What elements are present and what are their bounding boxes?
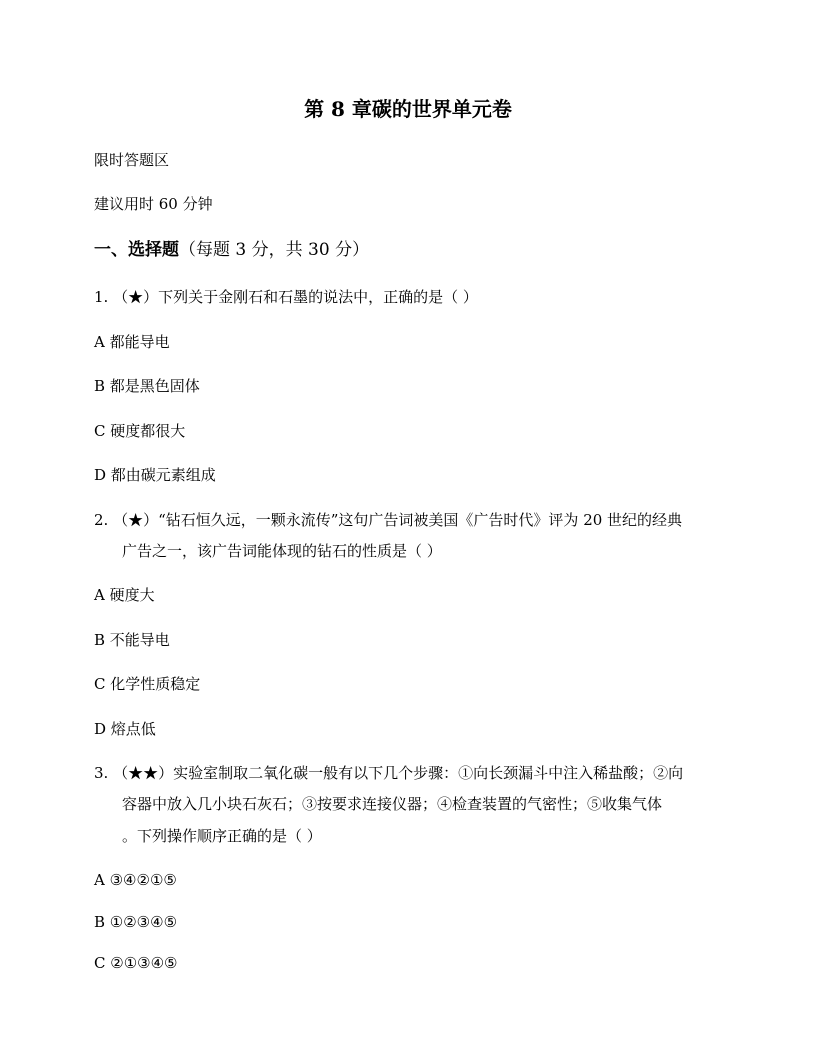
question-3-stem-continued: 容器中放入几小块石灰石；③按要求连接仪器；④检查装置的气密性；⑤收集气体	[122, 795, 663, 813]
question-2-option-d: D 熔点低	[94, 720, 156, 738]
question-2-stem: 2. （★）“钻石恒久远，一颗永流传”这句广告词被美国《广告时代》评为 20 世纪的经典	[94, 511, 683, 529]
question-1-option-b: B 都是黑色固体	[94, 377, 200, 395]
question-3-option-c: C ②①③④⑤	[94, 954, 178, 972]
section-score-note: （每题 3 分，共 30 分）	[179, 240, 370, 260]
question-1-option-c: C 硬度都很大	[94, 422, 186, 440]
question-2-stem-continued: 广告之一，该广告词能体现的钻石的性质是（ ）	[122, 542, 442, 560]
suggested-time-label: 建议用时 60 分钟	[94, 195, 213, 213]
section-title: 一、选择题	[94, 240, 179, 260]
question-1-option-d: D 都由碳元素组成	[94, 466, 216, 484]
question-3-stem-continued-2: 。下列操作顺序正确的是（ ）	[122, 827, 322, 845]
time-limit-zone-label: 限时答题区	[94, 151, 170, 169]
section-heading	[94, 239, 369, 261]
question-3-option-b: B ①②③④⑤	[94, 913, 178, 931]
question-1-stem: 1. （★）下列关于金刚石和石墨的说法中，正确的是（ ）	[94, 288, 478, 306]
question-1-option-a: A 都能导电	[94, 333, 170, 351]
page-title: 第 8 章碳的世界单元卷	[304, 97, 512, 121]
question-2-option-b: B 不能导电	[94, 631, 170, 649]
question-3-stem: 3. （★★）实验室制取二氧化碳一般有以下几个步骤：①向长颈漏斗中注入稀盐酸；②向	[94, 764, 684, 782]
question-3-option-a: A ③④②①⑤	[94, 871, 177, 889]
question-2-option-c: C 化学性质稳定	[94, 675, 201, 693]
question-2-option-a: A 硬度大	[94, 586, 155, 604]
